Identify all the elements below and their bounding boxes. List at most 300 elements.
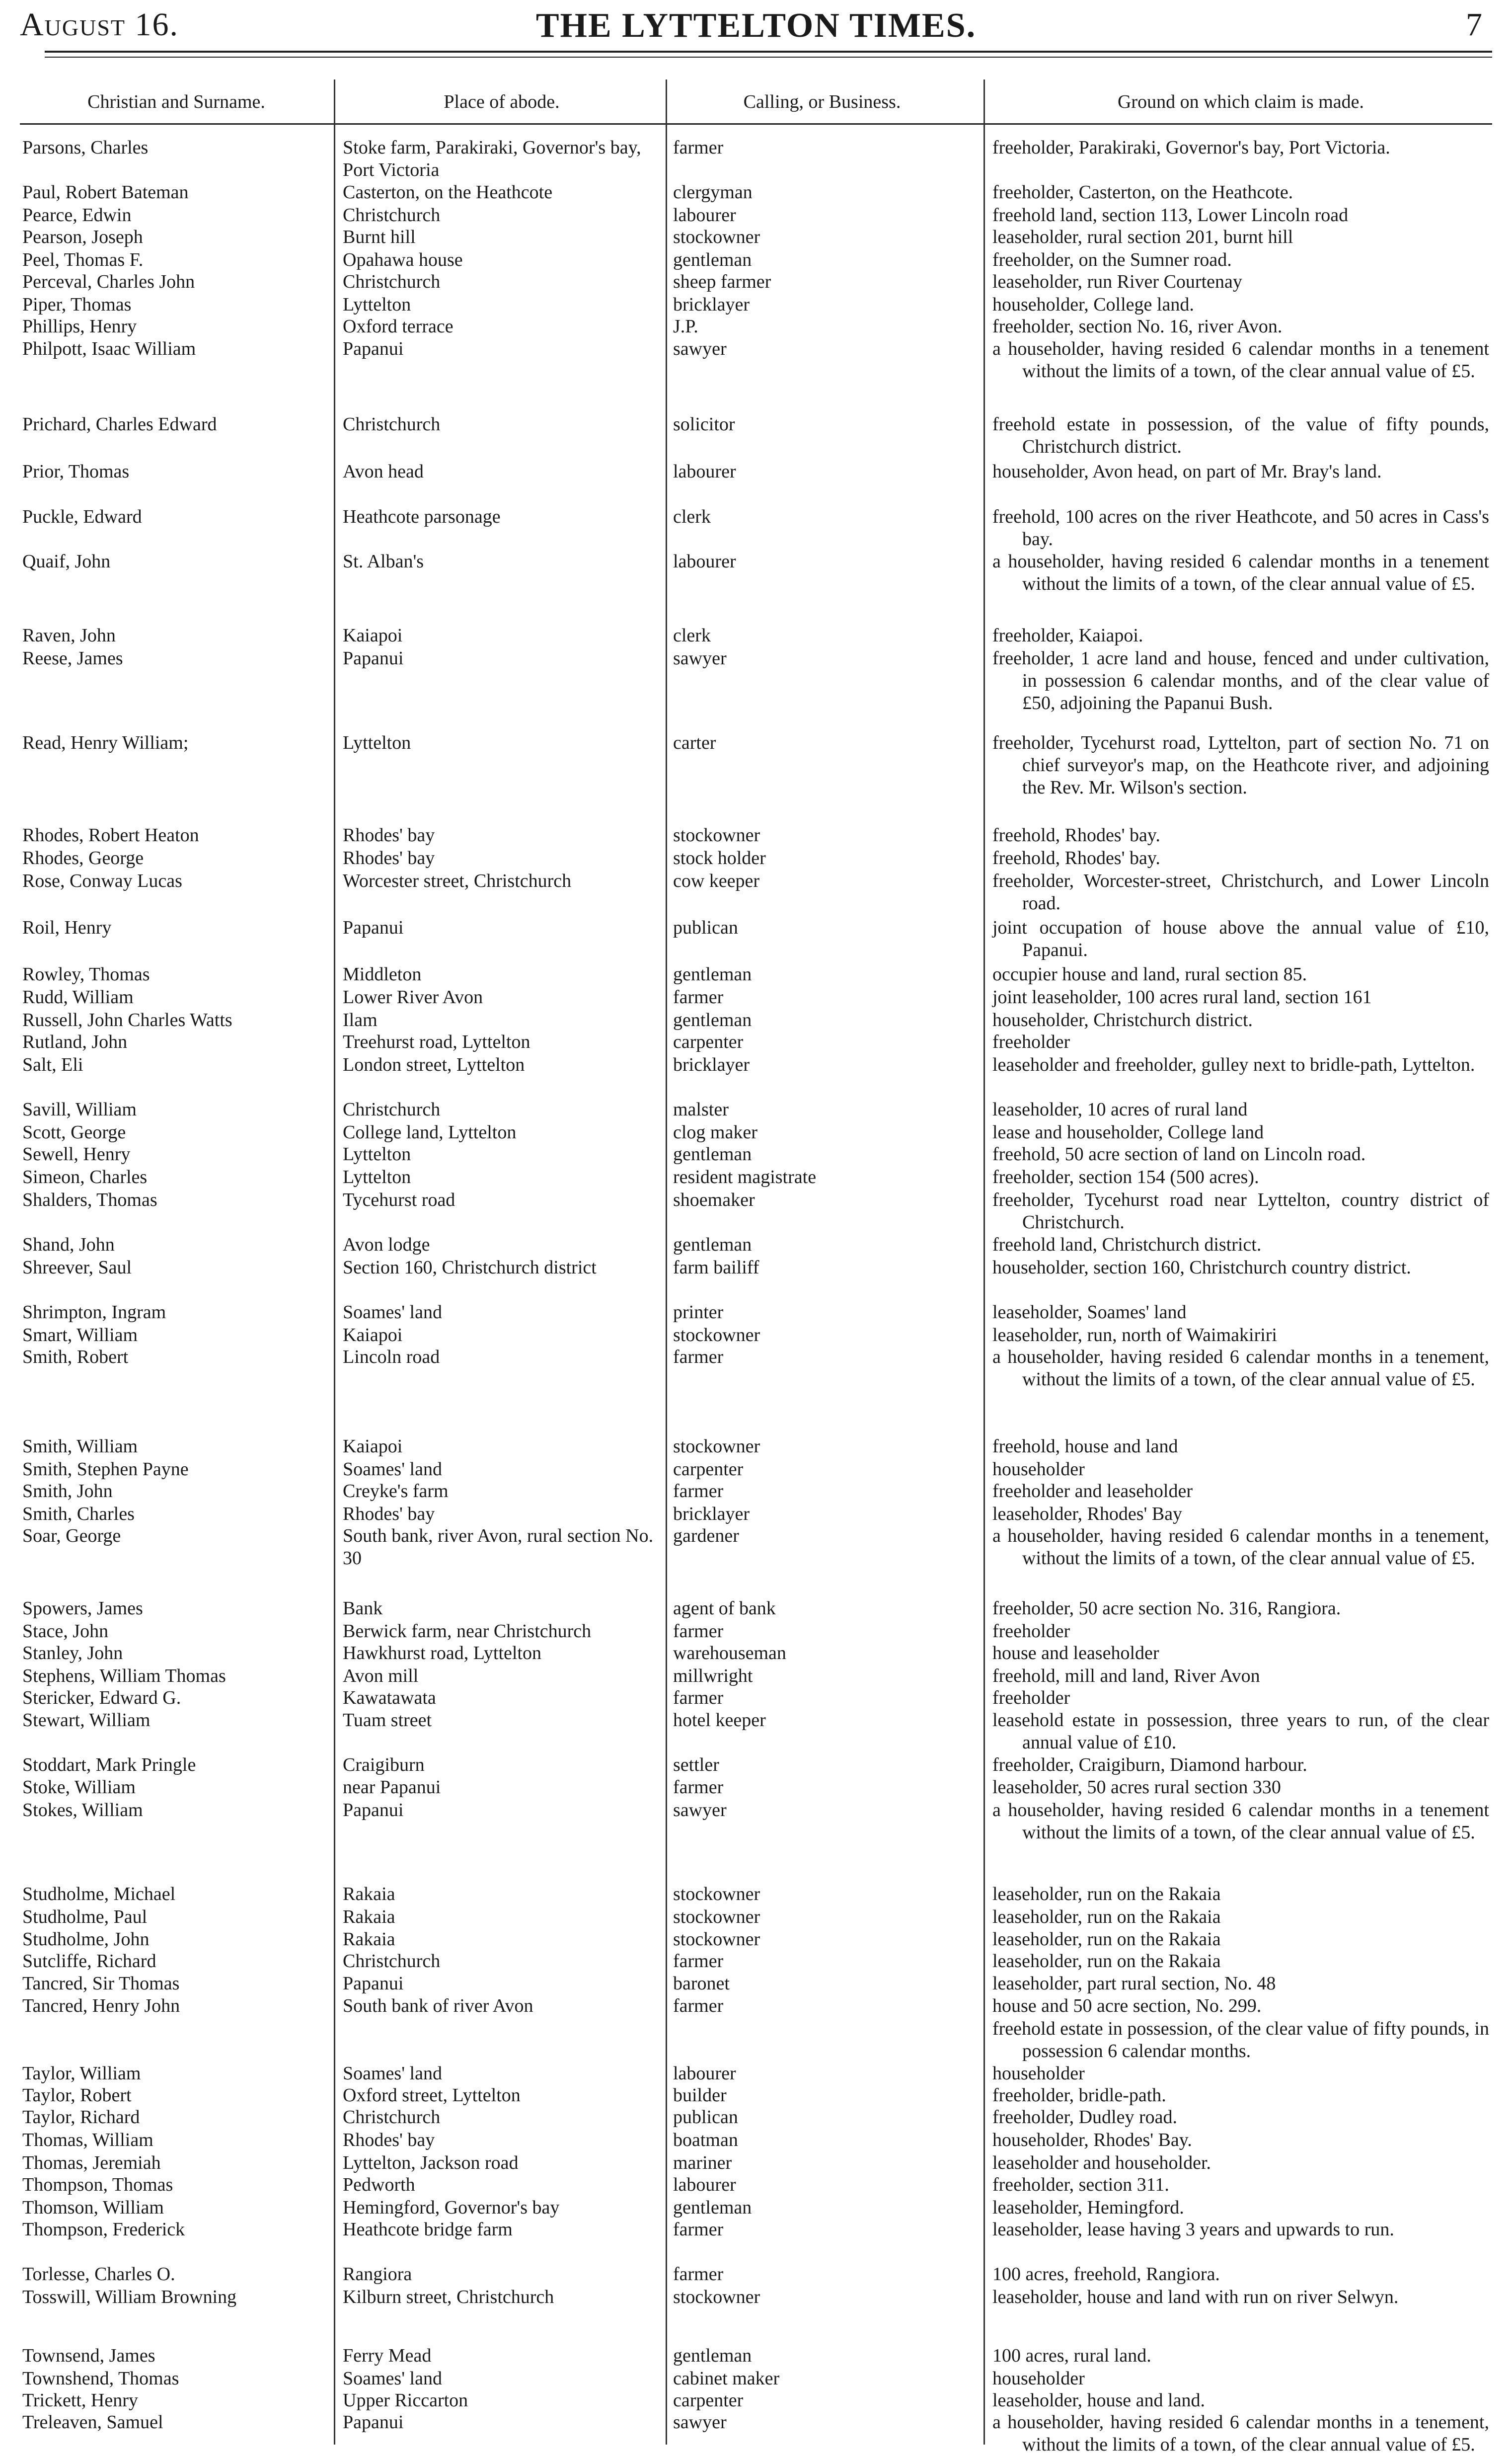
elector-name: Savill, William: [22, 1099, 137, 1120]
calling: stockowner: [673, 1436, 760, 1457]
claim-ground-text: leasehold estate in possession, three years to run, of the clear annual value of £10.: [992, 1710, 1489, 1753]
elector-name: Shalders, Thomas: [22, 1189, 157, 1210]
claim-ground: [992, 1995, 1489, 2017]
newspaper-title: THE LYTTELTON TIMES.: [535, 6, 977, 45]
elector-name: Stokes, William: [22, 1800, 143, 1821]
place-of-abode: Oxford terrace: [343, 316, 454, 337]
claim-ground-text: leaseholder, rural section 201, burnt hill: [992, 227, 1293, 247]
calling: stock holder: [673, 848, 766, 869]
place-of-abode: Tycehurst road: [343, 1189, 455, 1210]
elector-name: Tancred, Sir Thomas: [22, 1973, 180, 1994]
place-of-abode: Hawkhurst road, Lyttelton: [343, 1643, 541, 1664]
header-ground: Ground on which claim is made.: [1117, 91, 1364, 112]
place-of-abode: Berwick farm, near Christchurch: [343, 1621, 592, 1642]
place-of-abode: Rakaia: [343, 1906, 395, 1927]
calling: solicitor: [673, 414, 735, 435]
place-of-abode: Papanui: [343, 338, 404, 359]
calling: baronet: [673, 1973, 730, 1994]
place-of-abode: Christchurch: [343, 1099, 441, 1120]
elector-name: Tosswill, William Browning: [22, 2287, 237, 2307]
elector-name: Shrimpton, Ingram: [22, 1302, 166, 1323]
header-calling: Calling, or Business.: [743, 91, 901, 112]
calling: stockowner: [673, 1325, 760, 1346]
elector-name: Puckle, Edward: [22, 506, 142, 527]
claim-ground: [992, 181, 1489, 204]
claim-ground-text: householder, Christchurch district.: [992, 1010, 1253, 1030]
calling: bricklayer: [673, 1504, 750, 1524]
elector-name: Trickett, Henry: [22, 2390, 138, 2411]
claim-ground: [992, 2129, 1489, 2151]
claim-ground: [992, 1301, 1489, 1324]
place-of-abode: Rhodes' bay: [343, 825, 435, 846]
calling: publican: [673, 2107, 738, 2128]
claim-ground: [992, 1525, 1489, 1570]
claim-ground: [992, 1709, 1489, 1754]
claim-ground-text: a householder, having resided 6 calendar months in a tenement, without the limits of a town, of the clear annual value of £5.: [992, 2412, 1489, 2455]
elector-name: Parsons, Charles: [22, 137, 149, 158]
claim-ground-text: householder, Rhodes' Bay.: [992, 2130, 1192, 2150]
calling: gentleman: [673, 1010, 752, 1030]
claim-ground: [992, 338, 1489, 383]
claim-ground: [992, 2152, 1489, 2174]
elector-name: Paul, Robert Bateman: [22, 182, 189, 203]
place-of-abode: Lyttelton: [343, 1167, 411, 1188]
claim-ground-text: freehold, Rhodes' bay.: [992, 848, 1160, 869]
claim-ground-text: leaseholder, part rural section, No. 48: [992, 1973, 1276, 1994]
elector-name: Smith, Robert: [22, 1347, 129, 1367]
elector-name: Salt, Eli: [22, 1054, 83, 1075]
claim-ground: [992, 1031, 1489, 1053]
claim-ground-text: leaseholder and householder.: [992, 2152, 1211, 2173]
elector-name: Thomas, William: [22, 2130, 153, 2150]
calling: publican: [673, 917, 738, 938]
place-of-abode: Pedworth: [343, 2174, 415, 2195]
calling: sawyer: [673, 338, 727, 359]
elector-name: Rutland, John: [22, 1031, 128, 1052]
calling: printer: [673, 1302, 724, 1323]
calling: farmer: [673, 1481, 724, 1502]
claim-ground: [992, 1234, 1489, 1256]
claim-ground-text: leaseholder, run on the Rakaia: [992, 1951, 1221, 1972]
claim-ground-text: freehold, house and land: [992, 1436, 1178, 1457]
calling: cabinet maker: [673, 2368, 780, 2389]
place-of-abode: Lyttelton, Jackson road: [343, 2152, 519, 2173]
claim-ground: [992, 137, 1489, 159]
claim-ground-text: freeholder, Kaiapoi.: [992, 625, 1143, 646]
elector-name: Sutcliffe, Richard: [22, 1951, 156, 1972]
claim-ground-text: householder, Avon head, on part of Mr. Bray's land.: [992, 461, 1382, 482]
elector-name: Stoddart, Mark Pringle: [22, 1754, 196, 1775]
elector-name: Stanley, John: [22, 1643, 123, 1664]
calling: gentleman: [673, 2345, 752, 2366]
claim-ground: [992, 1928, 1489, 1951]
claim-ground-text: householder: [992, 2368, 1085, 2389]
calling: agent of bank: [673, 1598, 776, 1619]
claim-ground-text: a householder, having resided 6 calendar months in a tenement without the limits of a town, of the clear annual value of £5.: [992, 1800, 1489, 1843]
claim-ground: [992, 2389, 1489, 2412]
claim-ground-text: leaseholder, Hemingford.: [992, 2197, 1184, 2218]
elector-name: Rowley, Thomas: [22, 964, 150, 985]
elector-name: Rudd, William: [22, 987, 134, 1008]
elector-name: Piper, Thomas: [22, 294, 132, 315]
claim-ground: [992, 2062, 1489, 2085]
claim-ground: [992, 1906, 1489, 1928]
claim-ground-text: freeholder, Worcester-street, Christchurch, and Lower Lincoln road.: [992, 871, 1489, 914]
claim-ground: [992, 917, 1489, 961]
place-of-abode: Christchurch: [343, 205, 441, 226]
place-of-abode: Hemingford, Governor's bay: [343, 2197, 560, 2218]
claim-ground: [992, 1054, 1489, 1076]
place-of-abode: Craigiburn: [343, 1754, 425, 1775]
claim-ground: [992, 204, 1489, 227]
place-of-abode: Papanui: [343, 2412, 404, 2433]
elector-name: Taylor, William: [22, 2063, 141, 2084]
calling: labourer: [673, 461, 736, 482]
elector-name: Townshend, Thomas: [22, 2368, 179, 2389]
claim-ground: [992, 2106, 1489, 2129]
calling: malster: [673, 1099, 729, 1120]
calling: farmer: [673, 1347, 724, 1367]
place-of-abode: Section 160, Christchurch district: [343, 1257, 597, 1278]
claim-ground-text: freehold, 100 acres on the river Heathcote, and 50 acres in Cass's bay.: [992, 506, 1489, 550]
calling: J.P.: [673, 316, 698, 337]
place-of-abode: Papanui: [343, 648, 404, 669]
place-of-abode: Rakaia: [343, 1929, 395, 1950]
place-of-abode: Soames' land: [343, 2063, 442, 2084]
calling: clerk: [673, 625, 711, 646]
claim-ground-text: leaseholder, 10 acres of rural land: [992, 1099, 1248, 1120]
elector-name: Smith, Stephen Payne: [22, 1459, 189, 1480]
calling: mariner: [673, 2152, 732, 2173]
calling: sawyer: [673, 1800, 727, 1821]
claim-ground-text: freehold estate in possession, of the value of fifty pounds, Christchurch district.: [992, 414, 1489, 457]
calling: gentleman: [673, 964, 752, 985]
elector-name: Taylor, Richard: [22, 2107, 140, 2128]
place-of-abode: Middleton: [343, 964, 422, 985]
elector-name: Roil, Henry: [22, 917, 112, 938]
claim-ground: [992, 413, 1489, 458]
place-of-abode: Kaiapoi: [343, 1325, 403, 1346]
elector-name: Studholme, John: [22, 1929, 150, 1950]
elector-name: Quaif, John: [22, 551, 111, 572]
claim-ground-text: leaseholder, house and land.: [992, 2390, 1205, 2411]
claim-ground: [992, 1121, 1489, 1144]
claim-ground-text: freeholder: [992, 1621, 1070, 1642]
claim-ground: [992, 1346, 1489, 1391]
claim-ground-text: 100 acres, rural land.: [992, 2345, 1151, 2366]
elector-name: Prichard, Charles Edward: [22, 414, 217, 435]
claim-ground: [992, 1009, 1489, 1031]
claim-ground: [992, 506, 1489, 551]
claim-ground: [992, 1597, 1489, 1620]
claim-ground-text: leaseholder, Rhodes' Bay: [992, 1504, 1183, 1524]
claim-ground: [992, 2411, 1489, 2456]
place-of-abode: Kilburn street, Christchurch: [343, 2287, 554, 2307]
calling: farmer: [673, 1995, 724, 2016]
calling: farmer: [673, 137, 724, 158]
calling: labourer: [673, 205, 736, 226]
elector-name: Rhodes, George: [22, 848, 144, 869]
place-of-abode: Treehurst road, Lyttelton: [343, 1031, 530, 1052]
place-of-abode: Christchurch: [343, 271, 441, 292]
place-of-abode: Rangiora: [343, 2264, 412, 2285]
place-of-abode: Soames' land: [343, 1459, 442, 1480]
elector-name: Perceval, Charles John: [22, 271, 195, 292]
claim-ground-text: freeholder, 50 acre section No. 316, Rangiora.: [992, 1598, 1341, 1619]
place-of-abode: Papanui: [343, 917, 404, 938]
claim-ground: [992, 1883, 1489, 1905]
calling: gardener: [673, 1525, 739, 1546]
calling: millwright: [673, 1665, 753, 1686]
place-of-abode: Rhodes' bay: [343, 1504, 435, 1524]
elector-name: Smith, Charles: [22, 1504, 135, 1524]
claim-ground: [992, 249, 1489, 271]
elector-name: Smith, John: [22, 1481, 113, 1502]
place-of-abode: Casterton, on the Heathcote: [343, 182, 553, 203]
elector-name: Rhodes, Robert Heaton: [22, 825, 199, 846]
claim-ground-text: a householder, having resided 6 calendar months in a tenement, without the limits of a town, of the clear annual value of £5.: [992, 1525, 1489, 1569]
claim-ground-text: freehold land, section 113, Lower Lincoln road: [992, 205, 1349, 226]
claim-ground: [992, 986, 1489, 1009]
claim-ground: [992, 2197, 1489, 2219]
calling: gentleman: [673, 2197, 752, 2218]
elector-name: Read, Henry William;: [22, 732, 189, 753]
place-of-abode: Soames' land: [343, 2368, 442, 2389]
place-of-abode: South bank of river Avon: [343, 1995, 533, 2016]
claim-ground-text: freeholder, Dudley road.: [992, 2107, 1177, 2128]
claim-ground: [992, 551, 1489, 595]
claim-ground: [992, 1435, 1489, 1458]
claim-ground-text: freeholder, Parakiraki, Governor's bay, Port Victoria.: [992, 137, 1390, 158]
place-of-abode: Christchurch: [343, 1951, 441, 1972]
elector-name: Stace, John: [22, 1621, 109, 1642]
elector-name: Phillips, Henry: [22, 316, 137, 337]
place-of-abode: Ilam: [343, 1010, 378, 1030]
issue-date: August 16.: [20, 6, 179, 43]
claim-ground-text: lease and householder, College land: [992, 1122, 1264, 1143]
masthead-rule: [45, 51, 1492, 58]
claim-ground-text: occupier house and land, rural section 85.: [992, 964, 1307, 985]
claim-ground-text: freehold land, Christchurch district.: [992, 1234, 1262, 1255]
calling: stockowner: [673, 1906, 760, 1927]
elector-name: Scott, George: [22, 1122, 126, 1143]
elector-name: Shand, John: [22, 1234, 115, 1255]
calling: clergyman: [673, 182, 753, 203]
claim-ground: [992, 1257, 1489, 1279]
place-of-abode: Upper Riccarton: [343, 2390, 468, 2411]
calling: labourer: [673, 2174, 736, 2195]
place-of-abode: Lyttelton: [343, 1144, 411, 1165]
calling: stockowner: [673, 2287, 760, 2307]
place-of-abode: Heathcote parsonage: [343, 506, 501, 527]
claim-ground: [992, 2286, 1489, 2308]
calling: carter: [673, 732, 716, 753]
place-of-abode: Tuam street: [343, 1710, 432, 1731]
claim-ground: [992, 870, 1489, 915]
claim-ground-text: freeholder, Tycehurst road, Lyttelton, part of section No. 71 on chief surveyor's map, on the Heathcote river, and adjoining the Rev. Mr. Wilson's section.: [992, 732, 1489, 798]
place-of-abode: Christchurch: [343, 414, 441, 435]
claim-ground: [992, 1143, 1489, 1166]
calling: sawyer: [673, 648, 727, 669]
claim-ground-text: house and leaseholder: [992, 1643, 1159, 1664]
elector-name: Treleaven, Samuel: [22, 2412, 163, 2433]
claim-ground-text: freeholder, Tycehurst road near Lyttelton, country district of Christchurch.: [992, 1189, 1489, 1233]
claim-ground: [992, 1687, 1489, 1709]
elector-name: Shreever, Saul: [22, 1257, 132, 1278]
place-of-abode: Lyttelton: [343, 732, 411, 753]
elector-name: Pearson, Joseph: [22, 227, 143, 247]
place-of-abode: Soames' land: [343, 1302, 442, 1323]
place-of-abode: near Papanui: [343, 1777, 441, 1798]
elector-name: Stephens, William Thomas: [22, 1665, 226, 1686]
place-of-abode: Creyke's farm: [343, 1481, 449, 1502]
place-of-abode: Worcester street, Christchurch: [343, 871, 572, 891]
elector-name: Philpott, Isaac William: [22, 338, 196, 359]
place-of-abode: Rhodes' bay: [343, 2130, 435, 2150]
calling: stockowner: [673, 227, 760, 247]
calling: stockowner: [673, 825, 760, 846]
place-of-abode: London street, Lyttelton: [343, 1054, 525, 1075]
claim-ground: [992, 1799, 1489, 1844]
calling: carpenter: [673, 1459, 744, 1480]
calling: carpenter: [673, 1031, 744, 1052]
calling: farmer: [673, 1951, 724, 1972]
claim-ground: [992, 1776, 1489, 1799]
voter-list: [0, 137, 1512, 2455]
claim-ground: [992, 1324, 1489, 1347]
claim-ground-text: freeholder, section No. 16, river Avon.: [992, 316, 1283, 337]
calling: farmer: [673, 987, 724, 1008]
claim-ground-text: freeholder, Casterton, on the Heathcote.: [992, 182, 1293, 203]
claim-ground: [992, 1166, 1489, 1188]
claim-ground: [992, 1950, 1489, 1973]
elector-name: Pearce, Edwin: [22, 205, 132, 226]
elector-name: Stewart, William: [22, 1710, 151, 1731]
elector-name: Spowers, James: [22, 1598, 143, 1619]
claim-ground: [992, 1458, 1489, 1481]
place-of-abode: Kawatawata: [343, 1687, 436, 1708]
claim-ground: [992, 2174, 1489, 2196]
claim-ground-text: freehold, Rhodes' bay.: [992, 825, 1160, 846]
elector-name: Tancred, Henry John: [22, 1995, 180, 2016]
claim-ground-text: householder, College land.: [992, 294, 1194, 315]
header-name: Christian and Surname.: [87, 91, 265, 112]
place-of-abode: Papanui: [343, 1800, 404, 1821]
masthead: [0, 0, 1512, 70]
claim-ground: [992, 963, 1489, 986]
place-of-abode: Papanui: [343, 1973, 404, 1994]
claim-ground-text: householder, section 160, Christchurch country district.: [992, 1257, 1411, 1278]
claim-ground-text: a householder, having resided 6 calendar months in a tenement without the limits of a town, of the clear annual value of £5.: [992, 338, 1489, 382]
claim-ground: [992, 2368, 1489, 2390]
claim-ground-text: 100 acres, freehold, Rangiora.: [992, 2264, 1220, 2285]
claim-ground: [992, 625, 1489, 647]
claim-ground: [992, 647, 1489, 714]
claim-ground: [992, 1642, 1489, 1664]
place-of-abode: Ferry Mead: [343, 2345, 432, 2366]
claim-ground-text: freeholder, 1 acre land and house, fenced and under cultivation, in possession 6 calendar months, and of the clear value of £50, adjoining the Papanui Bush.: [992, 648, 1489, 713]
calling: resident magistrate: [673, 1167, 817, 1188]
claim-ground-text: freehold, mill and land, River Avon: [992, 1665, 1260, 1686]
claim-ground: [992, 2345, 1489, 2367]
calling: hotel keeper: [673, 1710, 766, 1731]
elector-name: Studholme, Paul: [22, 1906, 148, 1927]
elector-name: Torlesse, Charles O.: [22, 2264, 175, 2285]
claim-ground: [992, 1665, 1489, 1687]
claim-ground-text: householder: [992, 1459, 1085, 1480]
claim-ground-text: leaseholder, run on the Rakaia: [992, 1906, 1221, 1927]
calling: labourer: [673, 2063, 736, 2084]
place-of-abode: Rhodes' bay: [343, 848, 435, 869]
claim-ground: [992, 1099, 1489, 1121]
claim-ground: [992, 824, 1489, 847]
claim-ground-text: a householder, having resided 6 calendar months in a tenement, without the limits of a town, of the clear annual value of £5.: [992, 1347, 1489, 1390]
calling: farmer: [673, 1621, 724, 1642]
elector-name: Townsend, James: [22, 2345, 155, 2366]
claim-ground-text: leaseholder, Soames' land: [992, 1302, 1187, 1323]
place-of-abode: Christchurch: [343, 2107, 441, 2128]
elector-name: Thompson, Frederick: [22, 2219, 185, 2240]
place-of-abode: South bank, river Avon, rural section No. 30: [343, 1525, 654, 1569]
calling: stockowner: [673, 1884, 760, 1904]
claim-ground-text: joint leaseholder, 100 acres rural land, section 161: [992, 987, 1372, 1008]
place-of-abode: Avon head: [343, 461, 424, 482]
elector-name: Smith, William: [22, 1436, 138, 1457]
elector-name: Sewell, Henry: [22, 1144, 131, 1165]
column-headers: [0, 67, 1512, 122]
claim-ground: [992, 461, 1489, 483]
calling: farmer: [673, 1777, 724, 1798]
place-of-abode: Opahawa house: [343, 249, 463, 270]
claim-ground: [992, 1973, 1489, 1995]
page-number: 7: [1466, 6, 1482, 43]
elector-name: Taylor, Robert: [22, 2085, 132, 2106]
claim-ground: [992, 271, 1489, 293]
elector-name: Thomas, Jeremiah: [22, 2152, 161, 2173]
place-of-abode: Avon lodge: [343, 1234, 430, 1255]
place-of-abode: Lincoln road: [343, 1347, 440, 1367]
place-of-abode: Burnt hill: [343, 227, 416, 247]
place-of-abode: Kaiapoi: [343, 625, 403, 646]
header-abode: Place of abode.: [444, 91, 560, 112]
calling: carpenter: [673, 2390, 744, 2411]
calling: cow keeper: [673, 871, 760, 891]
calling: sawyer: [673, 2412, 727, 2433]
place-of-abode: Stoke farm, Parakiraki, Governor's bay, Port Victoria: [343, 137, 641, 180]
calling: farmer: [673, 2219, 724, 2240]
elector-name: Rose, Conway Lucas: [22, 871, 182, 891]
claim-ground: [992, 1189, 1489, 1234]
claim-ground-text: leaseholder, house and land with run on river Selwyn.: [992, 2287, 1399, 2307]
claim-ground: [992, 2218, 1489, 2241]
claim-ground-text: householder: [992, 2063, 1085, 2084]
elector-name: Smart, William: [22, 1325, 138, 1346]
calling: sheep farmer: [673, 271, 771, 292]
elector-name: Thompson, Thomas: [22, 2174, 173, 2195]
elector-name: Thomson, William: [22, 2197, 164, 2218]
elector-name: Stericker, Edward G.: [22, 1687, 181, 1708]
claim-ground-text: freeholder, Craigiburn, Diamond harbour.: [992, 1754, 1307, 1775]
claim-ground: [992, 294, 1489, 316]
calling: shoemaker: [673, 1189, 755, 1210]
claim-ground-text: freehold estate in possession, of the clear value of fifty pounds, in possession 6 calendar months.: [992, 2018, 1489, 2061]
claim-ground-text: freeholder, on the Sumner road.: [992, 249, 1232, 270]
claim-ground-text: freehold, 50 acre section of land on Lincoln road.: [992, 1144, 1366, 1165]
claim-ground-text: freeholder: [992, 1031, 1070, 1052]
claim-ground-text: leaseholder, run, north of Waimakiriri: [992, 1325, 1277, 1346]
claim-ground-text: house and 50 acre section, No. 299.: [992, 1995, 1262, 2016]
elector-name: Russell, John Charles Watts: [22, 1010, 232, 1030]
